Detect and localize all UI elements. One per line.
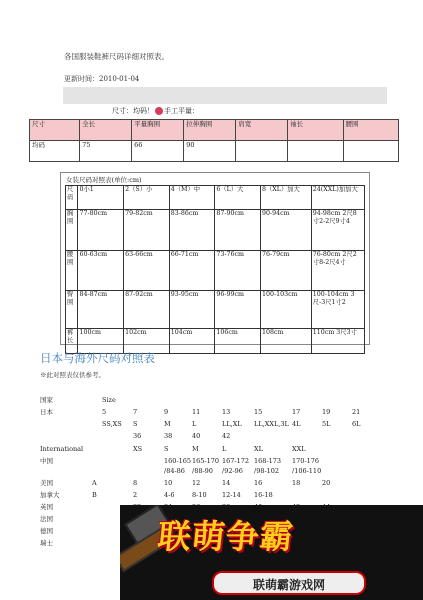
jp-cell: 9: [164, 408, 169, 416]
jp-cell: 8-10: [192, 491, 207, 499]
jp-cell: /106-110: [292, 467, 322, 475]
jp-cell: XL: [254, 445, 263, 453]
jp-cell: Size: [102, 396, 116, 404]
chart-cell: 73-76cm: [215, 251, 261, 291]
chart-cell: 102cm: [124, 329, 170, 354]
jp-cell: 160-165: [164, 457, 192, 465]
chart-cell: 8（XL）加大: [260, 186, 311, 210]
jp-cell: 10: [164, 479, 173, 487]
jp-row-label: International: [40, 445, 84, 453]
logo-sub-text: 联萌霸游戏网: [252, 578, 325, 592]
doc-title: 各国服装鞋裤尺码详细对照表。: [64, 52, 169, 61]
jp-cell: 36: [133, 432, 142, 440]
jp-cell: 165-170: [192, 457, 220, 465]
chart-row-label: 腰围: [66, 251, 78, 291]
chart-row-label: 胸围: [66, 210, 78, 251]
jp-row-label: 国家: [40, 396, 53, 404]
jp-cell: 21: [352, 408, 361, 416]
jp-cell: 20: [322, 479, 331, 487]
chart-cell: 90-94cm: [260, 210, 311, 251]
jp-cell: LL,XXL,3L: [254, 420, 289, 428]
jp-cell: A: [92, 479, 97, 487]
chart-cell: 100-104cm 3尺-3尺1寸2: [311, 291, 364, 329]
jp-cell: S: [164, 445, 169, 453]
chart-cell: 76-80cm 2尺2寸8-2尺4寸: [311, 251, 364, 291]
chart-cell: 108cm: [260, 329, 311, 354]
chart-cell: 93-95cm: [169, 291, 215, 329]
jp-cell: SS,XS: [102, 420, 122, 428]
chart-cell: 0小1: [78, 186, 124, 210]
jp-cell: 4L: [292, 420, 301, 428]
jp-row-label: 中国: [40, 457, 53, 465]
chart-cell: 87-92cm: [124, 291, 170, 329]
chart-row-label: 尺码: [66, 186, 78, 210]
jp-cell: 168-173: [254, 457, 282, 465]
jp-row-label: 瑞士: [40, 539, 53, 547]
jp-row-label: 美国: [40, 479, 53, 487]
top-table-header: 腰围: [343, 120, 398, 141]
jp-cell: 12: [192, 479, 201, 487]
jp-cell: 13: [222, 408, 231, 416]
logo-sub-pill: [212, 571, 366, 595]
jp-section-note: ※此对照表仅供参考。: [40, 371, 105, 379]
jp-row-label: 日本: [40, 408, 53, 416]
chart-cell: 100-103cm: [260, 291, 311, 329]
top-table-header: 尺寸: [30, 120, 80, 141]
jp-cell: 5L: [322, 420, 331, 428]
chart-cell: 106cm: [215, 329, 261, 354]
chart-cell: 76-79cm: [260, 251, 311, 291]
jp-cell: LL,XL: [222, 420, 242, 428]
jp-cell: XXL: [292, 445, 306, 453]
top-table-cell: 66: [132, 141, 184, 162]
chart-row-label: 裤长: [66, 329, 78, 354]
jp-cell: 38: [164, 432, 173, 440]
top-table-header: 平量胸围: [132, 120, 184, 141]
chart-cell: 60-63cm: [78, 251, 124, 291]
watermark-logo: [120, 505, 423, 600]
jp-cell: 14: [222, 479, 231, 487]
chart-cell: 84-87cm: [78, 291, 124, 329]
jp-cell: 11: [192, 408, 201, 416]
top-table-header: 全长: [80, 120, 132, 141]
chart-cell: 96-99cm: [215, 291, 261, 329]
chart-cell: 100cm: [78, 329, 124, 354]
chart-cell: 77-80cm: [78, 210, 124, 251]
chart-cell: 104cm: [169, 329, 215, 354]
jp-cell: S: [133, 420, 138, 428]
jp-cell: 19: [322, 408, 331, 416]
jp-cell: XS: [133, 445, 143, 453]
jp-row-label: 加拿大: [40, 491, 60, 499]
top-table-header: 肩宽: [236, 120, 288, 141]
chart-cell: 4（M）中: [169, 186, 215, 210]
jp-cell: 2: [133, 491, 138, 499]
jp-cell: 167-172: [222, 457, 250, 465]
jp-cell: L: [222, 445, 227, 453]
chart-cell: 63-66cm: [124, 251, 170, 291]
top-table-cell: 90: [184, 141, 236, 162]
chart-cell: 94-98cm 2尺8寸2-2尺9寸4: [311, 210, 364, 251]
size-line-prefix: 尺寸：均码！: [112, 107, 154, 115]
jp-cell: 170-176: [292, 457, 320, 465]
jp-cell: L: [192, 420, 197, 428]
jp-row-label: 英国: [40, 503, 53, 511]
update-time: 更新时间：2010-01-04: [64, 75, 140, 83]
jp-cell: /84-86: [164, 467, 185, 475]
jp-cell: /88-90: [192, 467, 213, 475]
jp-row-label: 法国: [40, 515, 53, 523]
jp-cell: 16-18: [254, 491, 273, 499]
jp-cell: 7: [133, 408, 138, 416]
jp-cell: 6L: [352, 420, 361, 428]
chart-cell: 6（L）大: [215, 186, 261, 210]
jp-cell: 5: [102, 408, 107, 416]
jp-cell: 4-6: [164, 491, 175, 499]
jp-cell: 42: [222, 432, 231, 440]
jp-cell: 8: [133, 479, 138, 487]
top-table-header: 拉伸胸围: [184, 120, 236, 141]
jp-cell: 18: [292, 479, 301, 487]
chart-caption: 女装尺码对照表(单位:cm): [66, 176, 142, 184]
jp-cell: 17: [292, 408, 301, 416]
jp-cell: M: [192, 445, 199, 453]
jp-row-label: 德国: [40, 527, 53, 535]
jp-cell: 12-14: [222, 491, 241, 499]
jp-section-title: 日本与海外尺码对照表: [40, 351, 155, 365]
top-table-cell: 均码: [30, 141, 80, 162]
top-table-cell: 75: [80, 141, 132, 162]
chart-cell: 24(XXL)加加大: [311, 186, 364, 210]
chart-cell: 2（S）小: [124, 186, 170, 210]
top-table-header: 袖长: [288, 120, 343, 141]
jp-cell: M: [164, 420, 171, 428]
jp-cell: /98-102: [254, 467, 280, 475]
jp-cell: B: [92, 491, 97, 499]
jp-cell: /92-96: [222, 467, 243, 475]
chart-cell: 79-82cm: [124, 210, 170, 251]
jp-cell: 16: [254, 479, 263, 487]
jp-cell: 15: [254, 408, 263, 416]
chart-row-label: 臀围: [66, 291, 78, 329]
chart-cell: 87-90cm: [215, 210, 261, 251]
chart-cell: 110cm 3尺3寸: [311, 329, 364, 354]
logo-main-text: 联萌争霸: [155, 517, 296, 556]
jp-cell: 40: [192, 432, 201, 440]
chart-cell: 83-86cm: [169, 210, 215, 251]
size-line-suffix: 手工平量：: [164, 107, 199, 115]
chart-cell: 66-71cm: [169, 251, 215, 291]
